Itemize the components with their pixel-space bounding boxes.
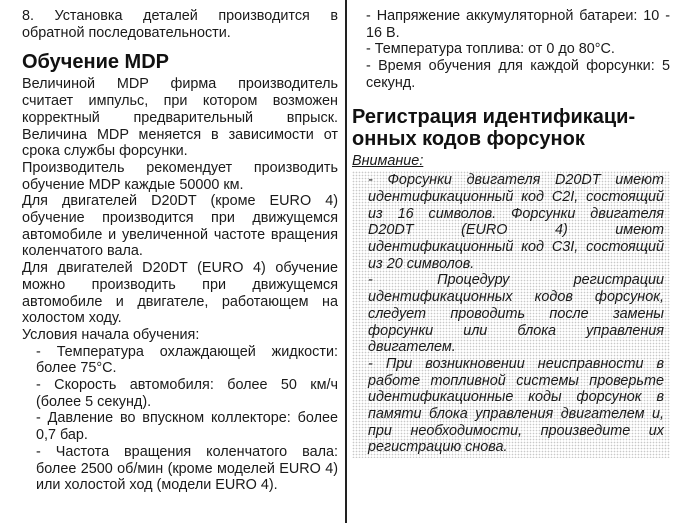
- condition-item: - Температура охлаждающей жидкости: более 75°С.: [36, 343, 338, 377]
- section-heading-mdp: Обучение MDP: [22, 51, 170, 74]
- condition-item: - Температура топлива: от 0 до 80°С.: [366, 41, 615, 58]
- mdp-paragraph: Производитель рекомендует производить обучение MDP каждые 50000 км.: [22, 159, 338, 193]
- note-title: Внимание:: [352, 152, 424, 169]
- condition-item: - Давление во впускном коллекторе: более 0,7 бар.: [36, 410, 338, 444]
- section-heading-injector-codes: [352, 106, 670, 150]
- conditions-title: Условия начала обучения:: [22, 326, 200, 343]
- column-divider: [345, 0, 347, 523]
- note-item: - Процедуру регистрации идентификационных кодов форсунок, следует проводить после замены форсунки или блока управления двигателем.: [368, 272, 664, 356]
- intro-step: 8. Установка деталей производится в обратной последовательности.: [22, 8, 338, 41]
- mdp-paragraph: Для двигателей D20DT (кроме EURO 4) обучение производится при движущемся автомобиле и увеличенной частоте вращения коленчатого вала.: [22, 193, 338, 260]
- condition-item: - Частота вращения коленчатого вала: более 2500 об/мин (кроме моделей EURO 4) или холостой ход (модели EURO 4).: [36, 443, 338, 494]
- condition-item: - Время обучения для каждой форсунки: 5 секунд.: [366, 58, 670, 91]
- note-item: - При возникновении неисправности в работе топливной системы проверьте идентификационные коды форсунок в памяти блока управления двигателем и, при необходимости, произведите их регистрацию снова.: [368, 355, 664, 456]
- mdp-paragraph: Величиной MDP фирма производитель считает импульс, при котором возможен корректный предварительный впрыск. Величина MDP меняется в зависимости от срока службы форсунки.: [22, 76, 338, 160]
- left-column: [22, 8, 338, 494]
- condition-item: - Скорость автомобиля: более 50 км/ч (более 5 секунд).: [36, 377, 338, 410]
- right-column: [352, 8, 670, 458]
- note-box: [352, 171, 670, 458]
- mdp-paragraph: Для двигателей D20DT (EURO 4) обучение можно производить при движущемся автомобиле и двигателе, работающем на холостом ходу.: [22, 260, 338, 327]
- heading-line: онных кодов форсунок: [352, 127, 585, 150]
- condition-item: - Напряжение аккумуляторной батареи: 10 - 16 В.: [366, 8, 670, 41]
- note-item: - Форсунки двигателя D20DT имеют идентификационный код C2I, состоящий из 16 символов. Форсунки двигателя D20DT (EURO 4) имеют идентификационный код C3I, состоящий из 20 символов.: [368, 172, 664, 272]
- heading-line: Регистрация идентификаци-: [352, 105, 636, 128]
